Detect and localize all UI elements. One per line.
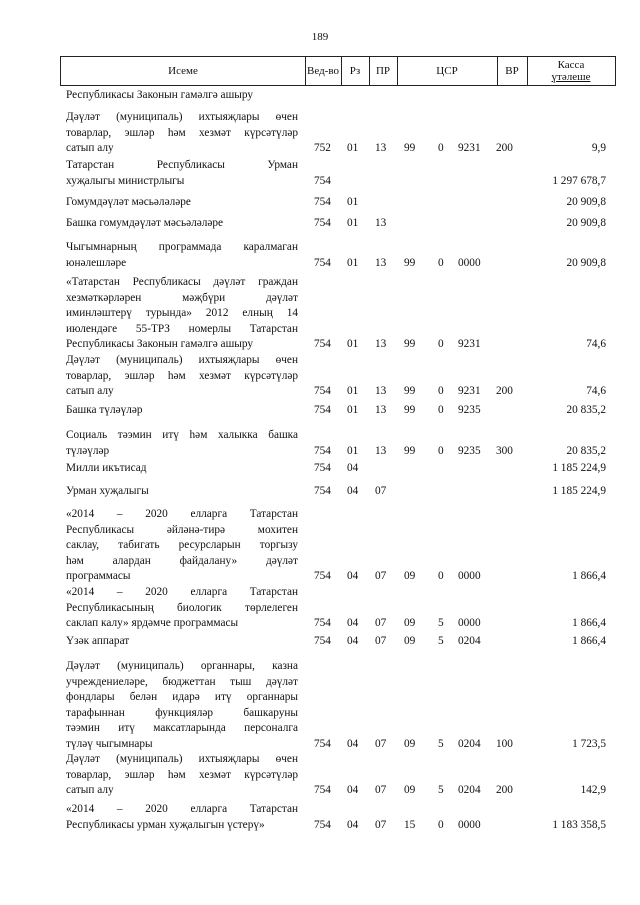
row-vedo: 754	[314, 256, 331, 269]
table-header	[60, 56, 616, 86]
row-name-line: Милли икътисад	[66, 462, 147, 474]
row-pr: 07	[375, 737, 387, 750]
row-csr3: 0204	[458, 737, 481, 750]
row-rz: 01	[347, 217, 359, 229]
row-name	[66, 403, 298, 419]
header-pr: ПР	[369, 57, 398, 85]
row-name	[66, 195, 298, 211]
header-csr: ЦСР	[397, 57, 498, 85]
row-name-line: Чыгымнарның программада каралмаган	[66, 241, 298, 253]
row-name-line: Дәүләт (муниципаль) органнары, казна	[66, 660, 298, 672]
row-csr1: 09	[404, 570, 416, 582]
row-vedo: 754	[314, 217, 331, 229]
row-name-line: юнәлешләре	[66, 256, 127, 269]
row-name	[66, 216, 298, 232]
row-pr: 07	[375, 784, 387, 796]
row-name-line: Республикасы әйләнә-тирә мохитен	[66, 523, 298, 536]
row-csr1: 09	[404, 784, 416, 796]
row-amount: 142,9	[580, 784, 606, 796]
row-vr: 200	[496, 784, 513, 796]
row-rz: 04	[347, 485, 359, 497]
row-name-line: Башка түләүләр	[66, 404, 143, 416]
row-csr1: 99	[404, 444, 416, 457]
row-vr: 300	[496, 444, 513, 457]
row-name-line: Башка гомумдәүләт мәсьәләләре	[66, 217, 224, 229]
row-rz: 01	[347, 444, 359, 457]
row-name-line: Дәүләт (муниципаль) ихтыяҗлары өчен	[66, 354, 298, 366]
row-name	[66, 507, 298, 585]
row-vedo: 754	[314, 174, 331, 187]
row-pr: 13	[375, 142, 387, 154]
row-name	[66, 634, 298, 650]
row-name-line: Үзәк аппарат	[66, 635, 130, 647]
row-name	[66, 158, 298, 189]
header-kassa-top: Касса	[557, 59, 585, 71]
row-csr2: 0	[438, 385, 444, 397]
row-name-line: программасы	[66, 570, 131, 582]
row-vedo: 754	[314, 818, 331, 831]
row-csr3: 0000	[458, 256, 481, 269]
row-amount: 20 835,2	[566, 404, 606, 416]
row-amount: 1 866,4	[572, 617, 606, 629]
continuation-text: Республикасы Законын гамәлгә ашыру	[66, 89, 254, 101]
row-rz: 04	[347, 570, 359, 582]
row-rz: 04	[347, 737, 359, 750]
row-csr2: 0	[438, 338, 444, 350]
row-name-line: тәэмин итү максатларында персоналга	[66, 722, 298, 734]
row-pr: 13	[375, 338, 387, 350]
row-name-line: хезмәткәрләрен мәҗбүри дәүләт	[66, 291, 298, 304]
row-vr: 200	[496, 385, 513, 397]
row-amount: 20 909,8	[566, 217, 606, 229]
row-rz: 01	[347, 196, 359, 208]
row-name-line: июлендәге 55-ТРЗ номерлы Татарстан	[66, 322, 298, 335]
row-vedo: 754	[314, 635, 331, 647]
row-pr: 13	[375, 404, 387, 416]
row-amount: 1 185 224,9	[552, 462, 606, 474]
row-vedo: 754	[314, 570, 331, 582]
header-rz: Рз	[341, 57, 370, 85]
row-name-line: Республикасы урман хуҗалыгын үстерү»	[66, 818, 265, 831]
row-rz: 01	[347, 385, 359, 397]
row-name-line: «2014 – 2020 елларга Татарстан	[66, 508, 298, 520]
row-csr3: 9231	[458, 338, 481, 350]
row-vedo: 754	[314, 385, 331, 397]
row-vr: 100	[496, 737, 513, 750]
row-name	[66, 461, 298, 477]
header-kassa-bottom: үтәлеше	[551, 71, 591, 83]
row-amount: 20 835,2	[566, 444, 606, 457]
row-csr3: 0204	[458, 784, 481, 796]
row-amount: 20 909,8	[566, 196, 606, 208]
row-amount: 20 909,8	[566, 256, 606, 269]
row-name	[66, 353, 298, 400]
row-rz: 01	[347, 404, 359, 416]
row-csr3: 9235	[458, 404, 481, 416]
row-vedo: 754	[314, 444, 331, 457]
row-csr2: 5	[438, 617, 444, 629]
row-amount: 1 723,5	[572, 737, 606, 750]
row-rz: 01	[347, 338, 359, 350]
row-name	[66, 585, 298, 632]
row-csr2: 0	[438, 444, 444, 457]
row-vedo: 754	[314, 404, 331, 416]
row-name-line: Дәүләт (муниципаль) ихтыяҗлары өчен	[66, 111, 298, 123]
row-amount: 74,6	[586, 338, 606, 350]
row-name	[66, 752, 298, 799]
row-pr: 07	[375, 485, 387, 497]
row-amount: 74,6	[586, 385, 606, 397]
page-number: 189	[311, 31, 329, 43]
row-csr1: 09	[404, 737, 416, 750]
row-csr1: 99	[404, 404, 416, 416]
row-vedo: 754	[314, 784, 331, 796]
row-name-line: иминләштерү турында» 2012 елның 14	[66, 307, 298, 319]
row-amount: 9,9	[591, 142, 606, 154]
row-csr2: 5	[438, 737, 444, 750]
row-name-line: түләү чыгымнары	[66, 737, 153, 750]
row-name-line: тарафыннан функцияләр башкаруны	[66, 706, 298, 719]
row-name	[66, 484, 298, 500]
row-csr3: 9231	[458, 385, 481, 397]
row-csr3: 0204	[458, 635, 481, 647]
row-name	[66, 275, 298, 353]
row-csr1: 99	[404, 256, 416, 269]
row-rz: 01	[347, 256, 359, 269]
row-pr: 13	[375, 256, 387, 269]
row-csr3: 0000	[458, 570, 481, 582]
row-name-line: Урман хуҗалыгы	[66, 485, 149, 497]
row-name-line: саклап калу» ярдәмче программасы	[66, 617, 239, 629]
row-amount: 1 183 358,5	[552, 818, 606, 831]
row-rz: 04	[347, 635, 359, 647]
row-csr2: 5	[438, 784, 444, 796]
row-name	[66, 802, 298, 833]
row-amount: 1 866,4	[572, 635, 606, 647]
row-vedo: 754	[314, 737, 331, 750]
header-vr: ВР	[497, 57, 528, 85]
row-amount: 1 866,4	[572, 570, 606, 582]
row-pr: 07	[375, 818, 387, 831]
row-amount: 1 185 224,9	[552, 485, 606, 497]
row-name	[66, 240, 298, 271]
row-csr3: 9231	[458, 142, 481, 154]
row-name-line: фондлары белән идарә итү органнары	[66, 691, 298, 703]
row-name-line: сатып алу	[66, 784, 114, 796]
row-csr3: 0000	[458, 617, 481, 629]
row-vedo: 754	[314, 485, 331, 497]
row-name-line: хуҗалыгы министрлыгы	[66, 174, 185, 187]
row-name-line: «2014 – 2020 елларга Татарстан	[66, 803, 298, 815]
row-name-line: товарлар, эшләр һәм хезмәт күрсәтүләр	[66, 768, 298, 781]
row-pr: 07	[375, 570, 387, 582]
row-name	[66, 110, 298, 157]
row-name-line: сатып алу	[66, 142, 114, 154]
row-name-line: Гомумдәүләт мәсьәләләре	[66, 196, 191, 208]
row-name-line: Татарстан Республикасы Урман	[66, 159, 298, 171]
row-name-line: Республикасының биологик төрлелеген	[66, 601, 298, 614]
row-csr1: 09	[404, 635, 416, 647]
row-csr1: 99	[404, 338, 416, 350]
row-csr2: 0	[438, 404, 444, 416]
row-pr: 13	[375, 444, 387, 457]
row-csr2: 0	[438, 142, 444, 154]
row-pr: 07	[375, 635, 387, 647]
row-csr1: 09	[404, 617, 416, 629]
row-name-line: «Татарстан Республикасы дәүләт граждан	[66, 276, 298, 288]
row-csr1: 99	[404, 142, 416, 154]
row-name-line: Социаль тәэмин итү һәм халыкка башка	[66, 429, 298, 441]
header-name: Исеме	[61, 57, 306, 85]
row-csr3: 0000	[458, 818, 481, 831]
row-vedo: 752	[314, 142, 331, 154]
row-name	[66, 659, 298, 752]
row-vedo: 754	[314, 462, 331, 474]
header-vedo: Вед-во	[305, 57, 342, 85]
row-csr3: 9235	[458, 444, 481, 457]
row-csr1: 15	[404, 818, 416, 831]
header-kassa	[527, 57, 615, 85]
row-rz: 01	[347, 142, 359, 154]
row-vedo: 754	[314, 338, 331, 350]
row-csr2: 5	[438, 635, 444, 647]
row-name-line: Республикасы Законын гамәлгә ашыру	[66, 338, 254, 350]
row-name	[66, 428, 298, 459]
row-vedo: 754	[314, 196, 331, 208]
row-pr: 13	[375, 217, 387, 229]
row-vedo: 754	[314, 617, 331, 629]
row-csr1: 99	[404, 385, 416, 397]
row-vr: 200	[496, 142, 513, 154]
row-name-line: товарлар, эшләр һәм хезмәт күрсәтүләр	[66, 126, 298, 139]
row-pr: 13	[375, 385, 387, 397]
row-name-line: учреждениеләре, бюджеттан тыш дәүләт	[66, 675, 298, 688]
row-name-line: «2014 – 2020 елларга Татарстан	[66, 586, 298, 598]
row-rz: 04	[347, 617, 359, 629]
row-name-line: саклау, табигать ресурсларын торгызу	[66, 539, 298, 551]
row-name-line: сатып алу	[66, 385, 114, 397]
row-name-line: һәм алардан файдалану» дәүләт	[66, 554, 298, 567]
row-rz: 04	[347, 462, 359, 474]
row-name-line: Дәүләт (муниципаль) ихтыяҗлары өчен	[66, 753, 298, 765]
row-csr2: 0	[438, 256, 444, 269]
row-csr2: 0	[438, 818, 444, 831]
row-rz: 04	[347, 818, 359, 831]
row-amount: 1 297 678,7	[552, 174, 606, 187]
row-name-line: түләүләр	[66, 444, 110, 457]
row-pr: 07	[375, 617, 387, 629]
row-rz: 04	[347, 784, 359, 796]
row-csr2: 0	[438, 570, 444, 582]
row-name-line: товарлар, эшләр һәм хезмәт күрсәтүләр	[66, 369, 298, 382]
